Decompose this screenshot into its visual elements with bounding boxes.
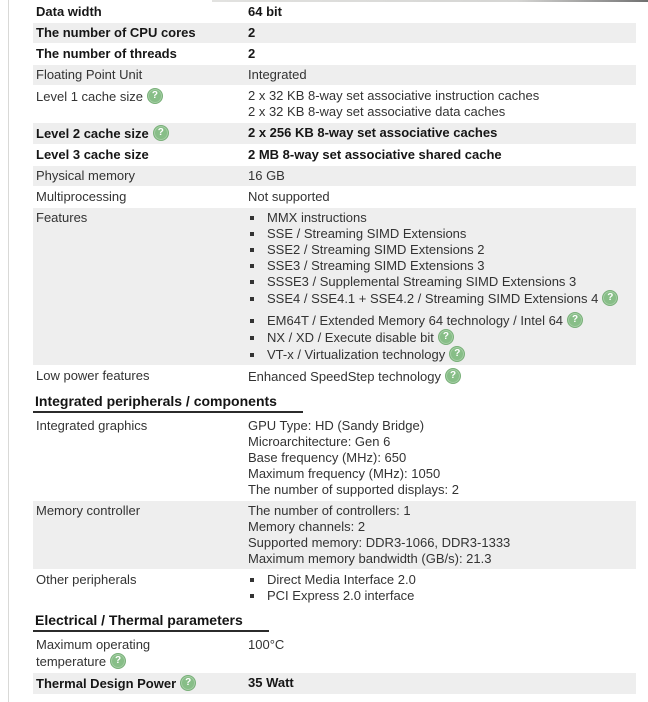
value-line-text: Maximum frequency (MHz): 1050 xyxy=(248,466,441,481)
row-label-text: Other peripherals xyxy=(36,572,137,587)
value-line xyxy=(248,551,632,567)
help-icon[interactable]: ? xyxy=(449,346,465,362)
spec-row xyxy=(33,123,636,144)
row-label-text: Level 2 cache size xyxy=(36,126,149,141)
row-label-text: Maximum operating temperature xyxy=(36,637,151,669)
value-line xyxy=(248,368,632,385)
feature-item xyxy=(265,258,632,274)
feature-item-text: Direct Media Interface 2.0 xyxy=(267,572,416,587)
feature-item-text: SSE4 / SSE4.1 + SSE4.2 / Streaming SIMD Extensions 4 xyxy=(267,291,599,306)
row-label xyxy=(33,572,248,604)
row-value xyxy=(248,4,636,20)
spec-row xyxy=(33,23,636,43)
value-line-text: 2 xyxy=(248,25,256,40)
value-line-text: Maximum memory bandwidth (GB/s): 21.3 xyxy=(248,551,492,566)
row-value xyxy=(248,125,636,142)
feature-item xyxy=(265,274,632,290)
value-line xyxy=(248,189,632,205)
value-line xyxy=(248,535,632,551)
spec-row xyxy=(33,187,636,207)
row-label-text: Low power features xyxy=(36,368,150,383)
value-line-text: 100°C xyxy=(248,637,285,652)
feature-list xyxy=(248,210,632,363)
feature-item xyxy=(265,210,632,226)
row-label-text: Thermal Design Power xyxy=(36,676,177,691)
spec-row xyxy=(33,570,636,606)
feature-item-text: EM64T / Extended Memory 64 technology / Intel 64 xyxy=(267,313,564,328)
feature-item-text: SSE2 / Streaming SIMD Extensions 2 xyxy=(267,242,485,257)
value-line-text: Enhanced SpeedStep technology xyxy=(248,369,441,384)
feature-item xyxy=(265,226,632,242)
spec-row xyxy=(33,673,636,694)
help-icon[interactable]: ? xyxy=(567,312,583,328)
row-value xyxy=(248,25,636,41)
row-value xyxy=(248,210,636,363)
value-line xyxy=(248,450,632,466)
section-header: Electrical / Thermal parameters xyxy=(33,612,269,632)
feature-item xyxy=(265,346,632,363)
spec-row xyxy=(33,366,636,387)
row-value xyxy=(248,675,636,692)
feature-item xyxy=(265,329,632,346)
row-value xyxy=(248,67,636,83)
value-line-text: 16 GB xyxy=(248,168,285,183)
row-value xyxy=(248,168,636,184)
row-value xyxy=(248,88,636,120)
row-label xyxy=(33,46,248,62)
value-line-text: GPU Type: HD (Sandy Bridge) xyxy=(248,418,425,433)
row-label xyxy=(33,147,248,163)
row-label xyxy=(33,189,248,205)
row-value xyxy=(248,637,636,670)
row-label xyxy=(33,125,248,142)
value-line-text: The number of controllers: 1 xyxy=(248,503,411,518)
row-label-text: Multiprocessing xyxy=(36,189,127,204)
value-line-text: Supported memory: DDR3-1066, DDR3-1333 xyxy=(248,535,511,550)
row-label-text: Level 3 cache size xyxy=(36,147,149,162)
row-label xyxy=(33,675,248,692)
row-label xyxy=(33,67,248,83)
help-icon[interactable]: ? xyxy=(602,290,618,306)
row-label-text: Floating Point Unit xyxy=(36,67,143,82)
row-value xyxy=(248,147,636,163)
value-line-text: 2 xyxy=(248,46,256,61)
value-line-text: Not supported xyxy=(248,189,330,204)
value-line xyxy=(248,4,632,20)
row-value xyxy=(248,418,636,498)
row-label xyxy=(33,503,248,567)
value-line-text: Base frequency (MHz): 650 xyxy=(248,450,407,465)
row-label xyxy=(33,88,248,120)
row-label-text: Data width xyxy=(36,4,102,19)
feature-item-text: VT-x / Virtualization technology xyxy=(267,347,446,362)
spec-sections xyxy=(33,2,636,695)
spec-row xyxy=(33,166,636,186)
value-line xyxy=(248,168,632,184)
value-line-text: 2 x 256 KB 8-way set associative caches xyxy=(248,125,498,140)
help-icon[interactable]: ? xyxy=(153,125,169,141)
row-value xyxy=(248,572,636,604)
row-value xyxy=(248,503,636,567)
value-line xyxy=(248,147,632,163)
spec-section xyxy=(33,388,636,606)
value-line-text: Integrated xyxy=(248,67,307,82)
value-line-text: Memory channels: 2 xyxy=(248,519,366,534)
value-line xyxy=(248,503,632,519)
spec-section xyxy=(33,607,636,694)
row-label xyxy=(33,210,248,363)
value-line xyxy=(248,637,632,653)
row-label-text: Physical memory xyxy=(36,168,135,183)
feature-item-text: SSE3 / Streaming SIMD Extensions 3 xyxy=(267,258,485,273)
value-line-text: 2 MB 8-way set associative shared cache xyxy=(248,147,502,162)
value-line-text: Microarchitecture: Gen 6 xyxy=(248,434,391,449)
row-label-text: The number of CPU cores xyxy=(36,25,196,40)
spec-row xyxy=(33,65,636,85)
feature-list xyxy=(248,572,632,604)
spec-row xyxy=(33,416,636,500)
spec-row xyxy=(33,208,636,365)
row-label-text: Features xyxy=(36,210,88,225)
value-line xyxy=(248,434,632,450)
value-line-text: 64 bit xyxy=(248,4,282,19)
help-icon[interactable]: ? xyxy=(438,329,454,345)
help-icon[interactable]: ? xyxy=(110,653,126,669)
row-label xyxy=(33,368,248,385)
help-icon[interactable]: ? xyxy=(445,368,461,384)
spec-row xyxy=(33,501,636,569)
row-value xyxy=(248,46,636,62)
value-line xyxy=(248,125,632,141)
value-line xyxy=(248,418,632,434)
left-border-line xyxy=(8,0,9,702)
value-line xyxy=(248,466,632,482)
row-label-text: Integrated graphics xyxy=(36,418,148,433)
section-header: Integrated peripherals / components xyxy=(33,393,303,413)
feature-item-text: NX / XD / Execute disable bit xyxy=(267,330,434,345)
row-label xyxy=(33,168,248,184)
help-icon[interactable]: ? xyxy=(180,675,196,691)
feature-item-text: MMX instructions xyxy=(267,210,367,225)
value-line xyxy=(248,46,632,62)
feature-item xyxy=(265,588,632,604)
feature-item-text: SSE / Streaming SIMD Extensions xyxy=(267,226,467,241)
row-label-text: Level 1 cache size xyxy=(36,89,143,104)
row-value xyxy=(248,189,636,205)
row-label xyxy=(33,637,248,670)
feature-item xyxy=(265,290,632,307)
help-icon[interactable]: ? xyxy=(147,88,163,104)
value-line-text: 2 x 32 KB 8-way set associative data caches xyxy=(248,104,506,119)
value-line xyxy=(248,25,632,41)
feature-item-text: PCI Express 2.0 interface xyxy=(267,588,415,603)
spec-row xyxy=(33,2,636,22)
value-line xyxy=(248,104,632,120)
row-label-text: The number of threads xyxy=(36,46,177,61)
value-line xyxy=(248,67,632,83)
row-label xyxy=(33,418,248,498)
row-label-text: Memory controller xyxy=(36,503,141,518)
feature-item xyxy=(265,242,632,258)
feature-item-text: SSSE3 / Supplemental Streaming SIMD Extensions 3 xyxy=(267,274,577,289)
spec-section xyxy=(33,2,636,387)
row-label xyxy=(33,25,248,41)
value-line-text: 35 Watt xyxy=(248,675,294,690)
row-label xyxy=(33,4,248,20)
spec-row xyxy=(33,44,636,64)
spec-row xyxy=(33,86,636,122)
spec-row xyxy=(33,635,636,672)
feature-item xyxy=(265,572,632,588)
value-line-text: 2 x 32 KB 8-way set associative instruction caches xyxy=(248,88,540,103)
value-line xyxy=(248,482,632,498)
value-line-text: The number of supported displays: 2 xyxy=(248,482,460,497)
feature-item xyxy=(265,312,632,329)
spec-row xyxy=(33,145,636,165)
row-value xyxy=(248,368,636,385)
value-line xyxy=(248,88,632,104)
value-line xyxy=(248,519,632,535)
value-line xyxy=(248,675,632,691)
